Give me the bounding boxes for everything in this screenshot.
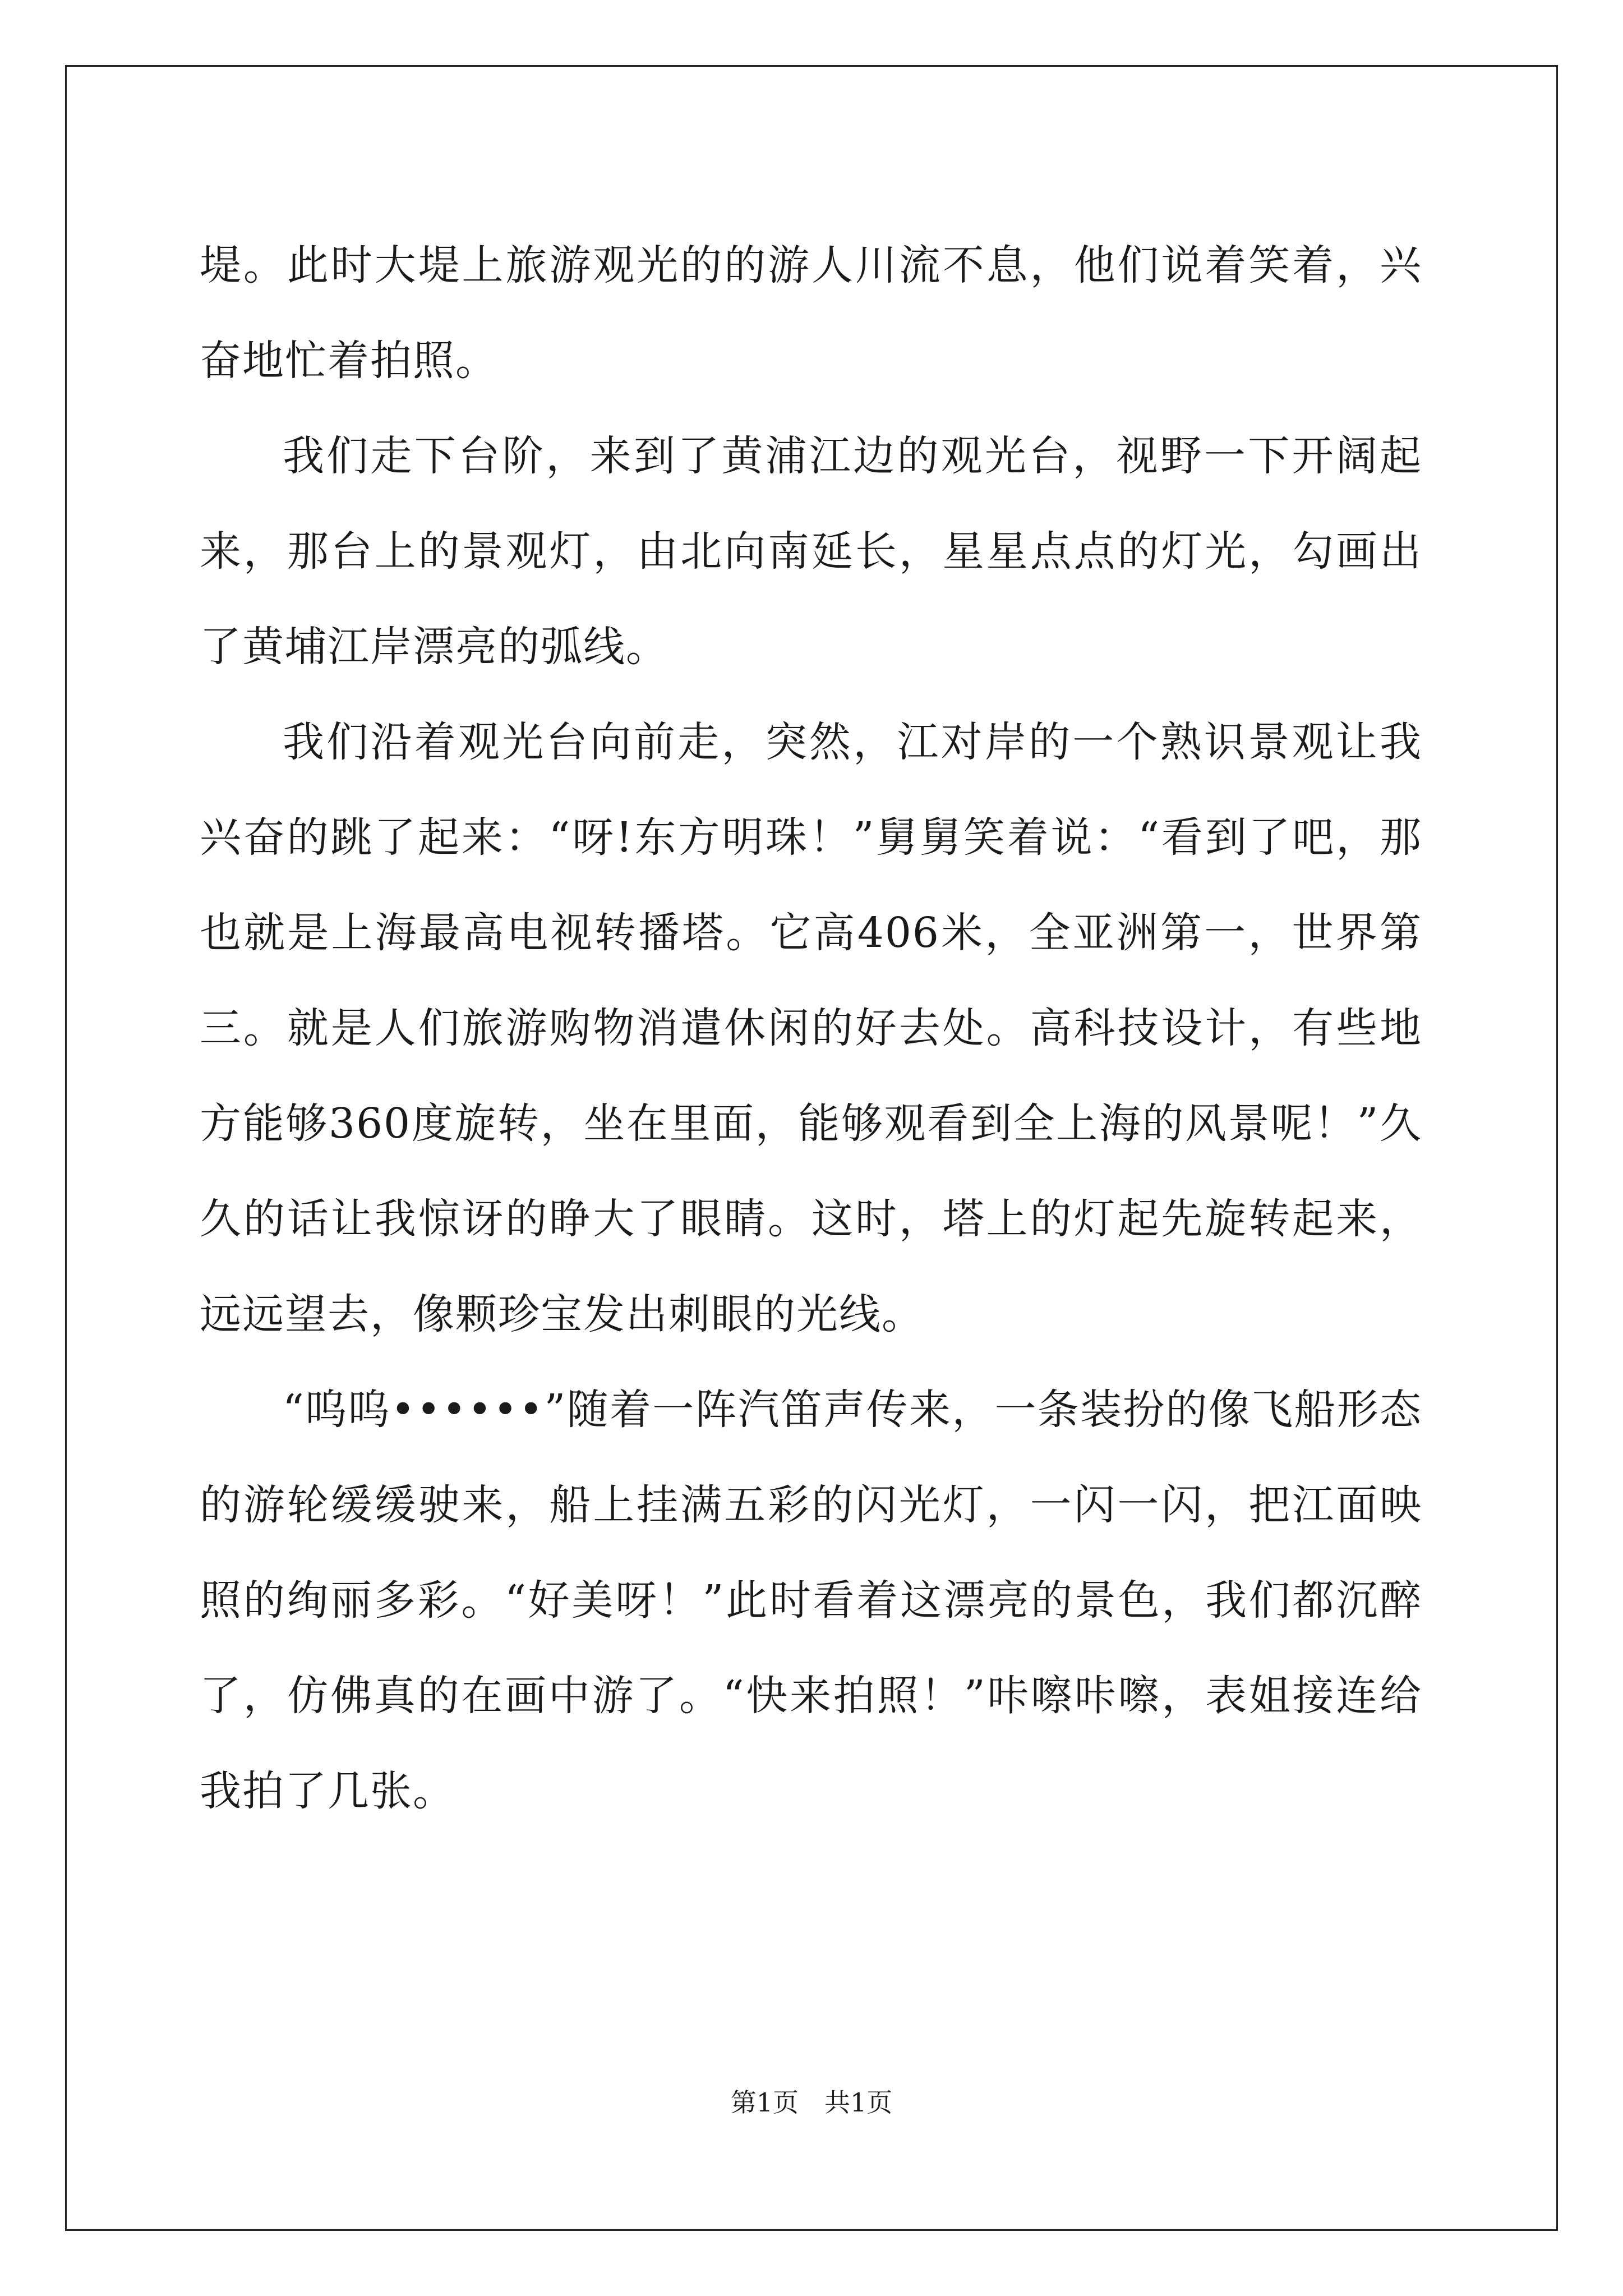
paragraph-4: “呜呜••••••”随着一阵汽笛声传来，一条装扮的像飞船形态的游轮缓缓驶来，船上挂满五彩的闪光灯，一闪一闪，把江面映照的绚丽多彩。“好美呀！”此时看着这漂亮的景色，我们都沉醉了，仿佛真的在画中游了。“快来拍照！”咔嚓咔嚓，表姐接连给我拍了几张。	[200, 1386, 1422, 1815]
paragraph-3: 我们沿着观光台向前走，突然，江对岸的一个熟识景观让我兴奋的跳了起来：“呀!东方明珠！”舅舅笑着说：“看到了吧，那也就是上海最高电视转播塔。它高406米，全亚洲第一，世界第三。就是人们旅游购物消遣休闲的好去处。高科技设计，有些地方能够360度旋转，坐在里面，能够观看到全上海的风景呢！”久久的话让我惊讶的睁大了眼睛。这时，塔上的灯起先旋转起来，远远望去，像颗珍宝发出刺眼的光线。	[200, 718, 1422, 1338]
paragraph-1: 堤。此时大堤上旅游观光的的游人川流不息，他们说着笑着，兴奋地忙着拍照。	[200, 241, 1422, 385]
document-body	[200, 218, 1422, 1839]
page-number: 第1页 共1页	[730, 2087, 893, 2118]
paragraph-2: 我们走下台阶，来到了黄浦江边的观光台，视野一下开阔起来，那台上的景观灯，由北向南延长，星星点点的灯光，勾画出了黄埔江岸漂亮的弧线。	[200, 432, 1422, 671]
